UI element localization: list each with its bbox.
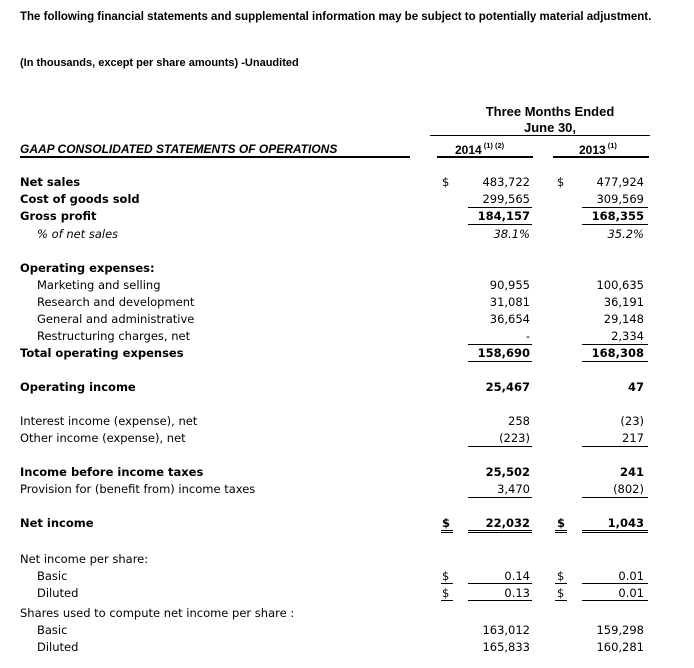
subtotal-rule [582,344,648,345]
value-2014: 483,722 [482,175,530,189]
units-note: (In thousands, except per share amounts) -Unaudited [20,57,299,69]
subtotal-rule [582,207,648,208]
value-2013: 35.2% [607,227,644,241]
value-2013: 100,635 [596,278,644,292]
row-label: Operating expenses: [20,261,155,275]
total-rule [441,530,453,533]
total-rule [441,600,453,601]
row-label: % of net sales [37,227,119,241]
row-label: Diluted [37,640,79,654]
period-title: Three Months Ended [485,104,615,119]
section-title-underline [20,156,410,158]
row-label: Total operating expenses [20,346,184,360]
value-2014: - [525,329,530,343]
row-label: Provision for (benefit from) income taxes [20,482,256,496]
value-2014: 184,157 [477,209,530,223]
value-2013: 159,298 [596,623,644,637]
value-2014: 165,833 [482,640,530,654]
currency-symbol: $ [442,516,451,530]
value-2013: 0.01 [618,586,644,600]
row-label: Interest income (expense), net [20,414,198,428]
value-2013: 0.01 [618,569,644,583]
row-label: Research and development [37,295,195,309]
subtotal-rule [582,497,648,498]
value-2013: 241 [619,465,644,479]
subtotal-rule [468,344,532,345]
row-label: Net income per share: [20,552,149,566]
column-header-underline [553,156,649,158]
footnote-ref: (1) [607,141,617,150]
row-label: Income before income taxes [20,465,204,479]
value-2014: 158,690 [477,346,530,360]
subtotal-rule [582,446,648,447]
value-2013: (23) [620,414,644,428]
subtotal-rule [468,446,532,447]
row-label: Diluted [37,586,79,600]
subtotal-rule [468,207,532,208]
value-2014: 0.13 [504,586,530,600]
column-header-2014 [455,141,504,157]
value-2014: 258 [508,414,530,428]
row-label: Basic [37,623,68,637]
value-2014: 31,081 [489,295,530,309]
value-2014: 163,012 [482,623,530,637]
subtotal-rule [468,497,532,498]
column-header-2013 [579,141,617,157]
value-2014: 36,654 [489,312,530,326]
value-2014: 22,032 [485,516,530,530]
period-subtitle: June 30, [523,120,577,135]
subtotal-rule [468,583,532,584]
value-2014: 38.1% [493,227,530,241]
row-label: Gross profit [20,209,97,223]
total-rule [582,530,648,533]
value-2013: 477,924 [596,175,644,189]
value-2013: 168,308 [591,346,644,360]
value-2013: 1,043 [607,516,644,530]
value-2013: 309,569 [596,192,644,206]
value-2013: 29,148 [603,312,644,326]
value-2014: 299,565 [482,192,530,206]
total-rule [555,600,567,601]
row-label: Shares used to compute net income per share : [20,606,295,620]
column-year: 2013 [579,143,606,157]
intro-text: The following financial statements and supplemental information may be subject to potentially material adjustment. [20,11,652,23]
row-label: General and administrative [37,312,195,326]
row-label: Cost of goods sold [20,192,140,206]
value-2013: 168,355 [591,209,644,223]
value-2014: 0.14 [504,569,530,583]
total-rule [468,600,532,601]
currency-symbol: $ [557,586,565,600]
column-header-underline [437,156,533,158]
currency-symbol: $ [557,569,565,583]
currency-symbol: $ [442,586,450,600]
period-underline [430,135,650,136]
row-label: Basic [37,569,68,583]
value-2014: 90,955 [489,278,530,292]
currency-symbol: $ [442,175,450,189]
value-2013: 2,334 [611,329,644,343]
row-label: Restructuring charges, net [37,329,191,343]
subtotal-rule [441,583,453,584]
value-2014: 25,502 [485,465,530,479]
row-label: Net sales [20,175,81,189]
total-rule [582,361,648,362]
subtotal-rule [582,583,648,584]
currency-symbol: $ [442,569,450,583]
row-label: Marketing and selling [37,278,161,292]
subtotal-rule [582,224,648,225]
currency-symbol: $ [557,175,565,189]
total-rule [555,530,567,533]
column-year: 2014 [455,143,482,157]
row-label: Other income (expense), net [20,431,186,445]
value-2014: (223) [499,431,530,445]
value-2013: (802) [613,482,644,496]
subtotal-rule [468,224,532,225]
value-2013: 47 [627,380,644,394]
currency-symbol: $ [557,516,566,530]
total-rule [468,530,532,533]
subtotal-rule [555,583,567,584]
value-2014: 3,470 [497,482,530,496]
footnote-ref: (1) (2) [483,141,505,150]
total-rule [582,600,648,601]
value-2013: 160,281 [596,640,644,654]
value-2013: 36,191 [603,295,644,309]
value-2014: 25,467 [485,380,530,394]
row-label: Operating income [20,380,136,394]
total-rule [468,361,532,362]
section-title: GAAP CONSOLIDATED STATEMENTS OF OPERATIONS [20,142,338,156]
value-2013: 217 [622,431,644,445]
row-label: Net income [20,516,94,530]
